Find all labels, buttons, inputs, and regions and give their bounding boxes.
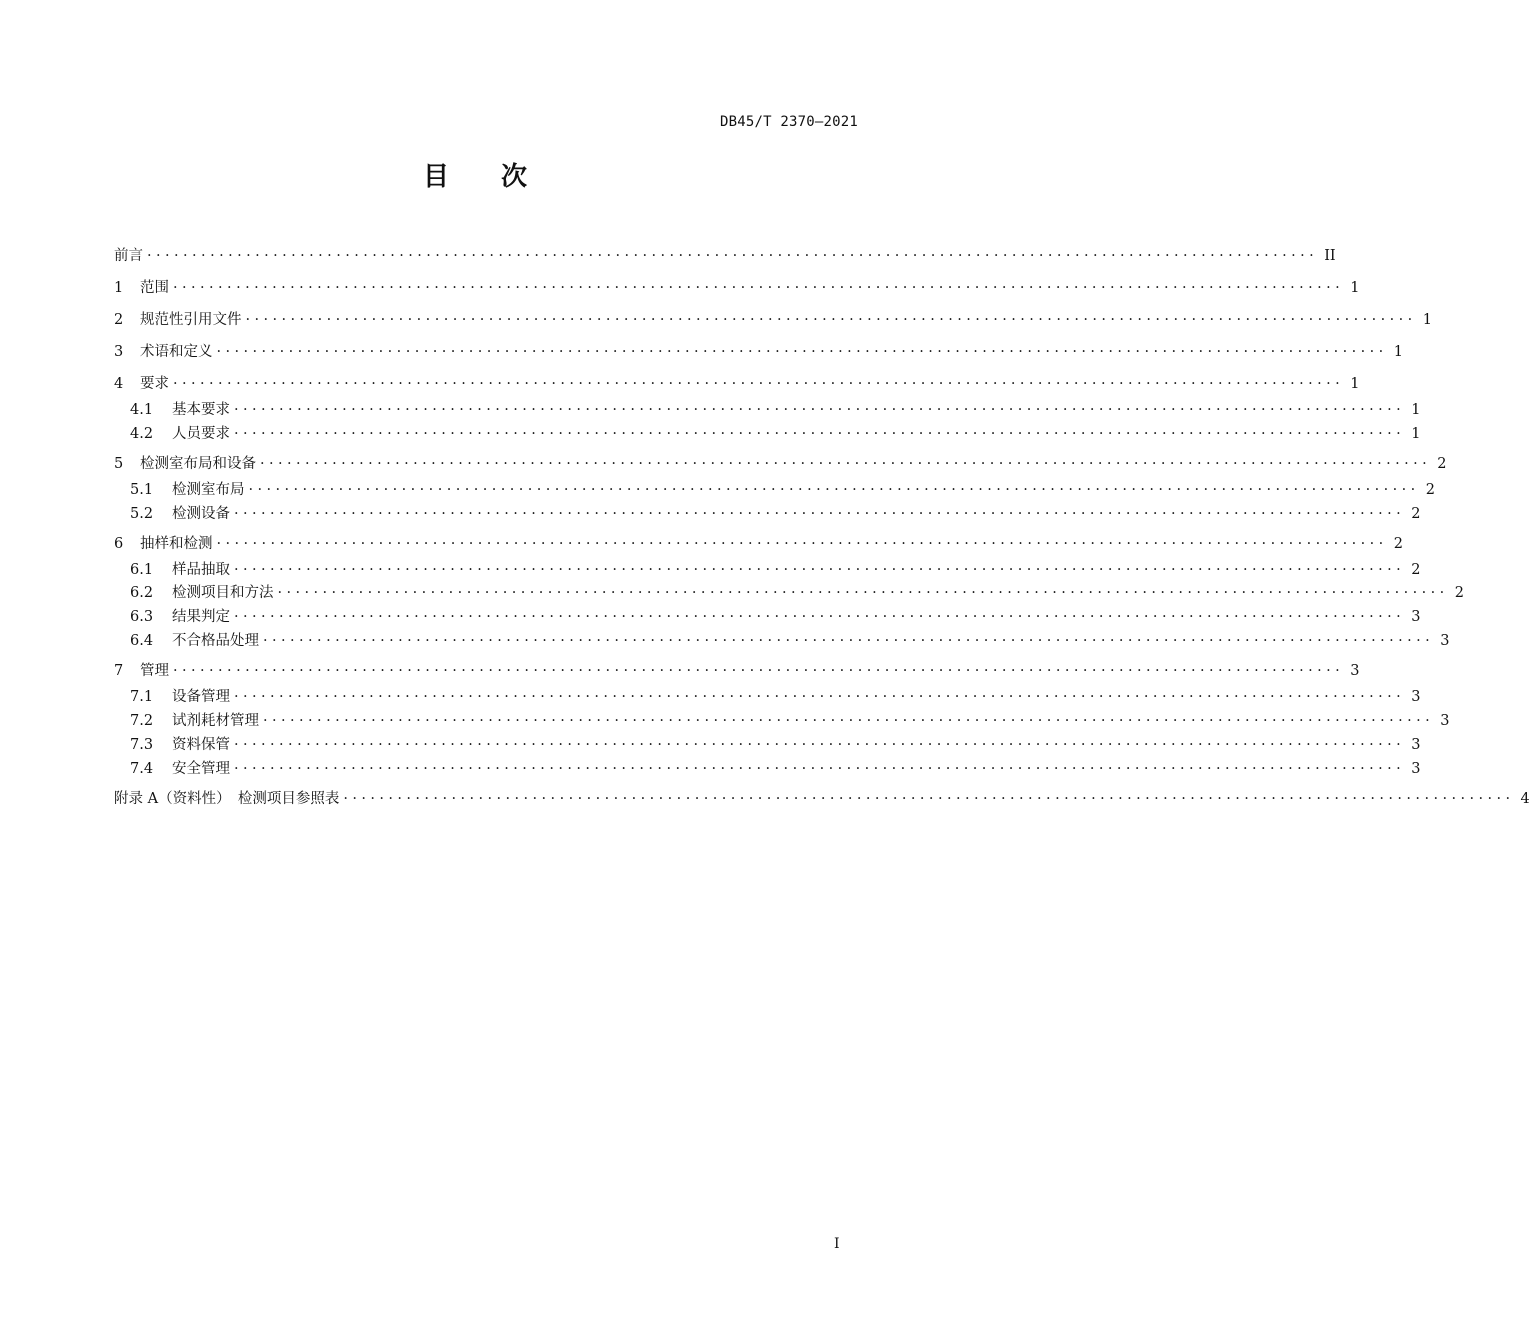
toc-entry-number: 2 xyxy=(114,312,124,328)
page-title: 目次 xyxy=(422,162,579,192)
toc-entry-label: 试剂耗材管理 xyxy=(172,713,259,729)
toc-entry-number: 7.1 xyxy=(130,689,154,705)
toc-entry-number: 5.2 xyxy=(130,506,154,522)
dot-leader: ·································································································································· xyxy=(234,761,1406,777)
toc-entry-number: 7.3 xyxy=(130,737,154,753)
toc-entry-number: 4 xyxy=(114,376,124,392)
toc-entry-label: 样品抽取 xyxy=(172,562,230,578)
toc-entry-number: 7.4 xyxy=(130,761,154,777)
toc-entry-page: 1 xyxy=(1350,280,1360,296)
toc-entry-page: 2 xyxy=(1411,506,1421,522)
toc-entry-1[interactable] xyxy=(114,278,1360,298)
dot-leader: ·································································································································· xyxy=(234,689,1406,705)
toc-entry-5-1[interactable] xyxy=(130,480,1435,500)
toc-entry-number: 6 xyxy=(114,536,124,552)
toc-entry-label: 抽样和检测 xyxy=(140,536,213,552)
toc-entry-number: 5.1 xyxy=(130,482,154,498)
dot-leader: ·································································································································· xyxy=(260,456,1432,472)
toc-entry-6-1[interactable] xyxy=(130,560,1421,580)
toc-entry-page: 1 xyxy=(1393,344,1403,360)
toc-entry-label: 管理 xyxy=(140,663,169,679)
toc-entry-page: 1 xyxy=(1411,426,1421,442)
toc-entry-page: 3 xyxy=(1411,761,1421,777)
toc-entry-label: 人员要求 xyxy=(172,426,230,442)
toc-entry-page: 4 xyxy=(1520,791,1530,807)
dot-leader: ·································································································································· xyxy=(234,562,1406,578)
dot-leader: ·································································································································· xyxy=(173,663,1345,679)
toc-entry-6-4[interactable] xyxy=(130,631,1450,651)
toc-entry-label: 检测设备 xyxy=(172,506,230,522)
toc-entry-label: 资料保管 xyxy=(172,737,230,753)
toc-entry-4-1[interactable] xyxy=(130,400,1421,420)
dot-leader: ·································································································································· xyxy=(234,402,1406,418)
toc-entry-number: 6.3 xyxy=(130,609,154,625)
toc-entry-5[interactable] xyxy=(114,454,1447,474)
toc-entry-number: 4.2 xyxy=(130,426,154,442)
toc-entry-page: 2 xyxy=(1411,562,1421,578)
toc-entry-page: II xyxy=(1324,248,1336,264)
dot-leader: ·································································································································· xyxy=(263,713,1435,729)
page-number: I xyxy=(834,1236,840,1252)
toc-entry-7-4[interactable] xyxy=(130,759,1421,779)
toc-entry-label: 设备管理 xyxy=(172,689,230,705)
toc-entry-label: 术语和定义 xyxy=(140,344,213,360)
toc-entry-label: 检测项目和方法 xyxy=(172,585,274,601)
dot-leader: ·································································································································· xyxy=(216,344,1388,360)
toc-entry-label: 要求 xyxy=(140,376,169,392)
toc-entry-label: 结果判定 xyxy=(172,609,230,625)
toc-entry-page: 2 xyxy=(1437,456,1447,472)
toc-entry-5-2[interactable] xyxy=(130,504,1421,524)
toc-entry-page: 3 xyxy=(1411,737,1421,753)
toc-entry-label: 不合格品处理 xyxy=(172,633,259,649)
toc-entry-4[interactable] xyxy=(114,374,1360,394)
dot-leader: ·································································································································· xyxy=(216,536,1388,552)
toc-entry-4-2[interactable] xyxy=(130,424,1421,444)
toc-entry-number: 4.1 xyxy=(130,402,154,418)
dot-leader: ·································································································································· xyxy=(248,482,1420,498)
document-code: DB45/T 2370—2021 xyxy=(719,114,858,130)
toc-entry-page: 3 xyxy=(1440,633,1450,649)
dot-leader: ·································································································································· xyxy=(234,737,1406,753)
toc-entry-number: 7.2 xyxy=(130,713,154,729)
toc-entry-label: 规范性引用文件 xyxy=(140,312,242,328)
toc-entry-page: 1 xyxy=(1411,402,1421,418)
dot-leader: ·································································································································· xyxy=(173,280,1345,296)
toc-entry-6-2[interactable] xyxy=(130,583,1464,603)
toc-entry-label: 检测室布局 xyxy=(172,482,245,498)
toc-entry-6-3[interactable] xyxy=(130,607,1421,627)
toc-entry-3[interactable] xyxy=(114,342,1403,362)
toc-entry-number: 1 xyxy=(114,280,124,296)
toc-entry-2[interactable] xyxy=(114,310,1432,330)
dot-leader: ·································································································································· xyxy=(234,506,1406,522)
toc-entry-7-1[interactable] xyxy=(130,687,1421,707)
toc-entry-number: 6.2 xyxy=(130,585,154,601)
toc-entry-page: 3 xyxy=(1411,609,1421,625)
dot-leader: ·································································································································· xyxy=(343,791,1515,807)
toc-entry-label: 安全管理 xyxy=(172,761,230,777)
toc-entry-page: 2 xyxy=(1454,585,1464,601)
toc-entry-label: 基本要求 xyxy=(172,402,230,418)
toc-entry-number: 6.1 xyxy=(130,562,154,578)
toc-entry-number: 5 xyxy=(114,456,124,472)
toc-entry-7[interactable] xyxy=(114,661,1360,681)
toc-entry-page: 3 xyxy=(1440,713,1450,729)
toc-entry-label: 检测室布局和设备 xyxy=(140,456,256,472)
toc-entry-number: 3 xyxy=(114,344,124,360)
dot-leader: ·································································································································· xyxy=(234,609,1406,625)
toc-entry-7-3[interactable] xyxy=(130,735,1421,755)
toc-entry-page: 3 xyxy=(1350,663,1360,679)
toc-entry-label: 前言 xyxy=(114,248,143,264)
toc-entry-6[interactable] xyxy=(114,534,1403,554)
toc-entry-page: 2 xyxy=(1393,536,1403,552)
dot-leader: ·································································································································· xyxy=(245,312,1417,328)
toc-entry-page: 2 xyxy=(1425,482,1435,498)
dot-leader: ·································································································································· xyxy=(263,633,1435,649)
toc-entry-number: 7 xyxy=(114,663,124,679)
toc-entry-page: 1 xyxy=(1422,312,1432,328)
toc-entry-foreword[interactable] xyxy=(114,246,1336,266)
toc-entry-number: 6.4 xyxy=(130,633,154,649)
toc-entry-7-2[interactable] xyxy=(130,711,1450,731)
toc-entry-page: 3 xyxy=(1411,689,1421,705)
toc-entry-appendix-a[interactable] xyxy=(114,789,1530,809)
dot-leader: ·································································································································· xyxy=(173,376,1345,392)
toc-entry-label: 附录 A（资料性） 检测项目参照表 xyxy=(114,791,340,807)
toc-entry-label: 范围 xyxy=(140,280,169,296)
dot-leader: ·································································································································· xyxy=(234,426,1406,442)
toc-entry-page: 1 xyxy=(1350,376,1360,392)
dot-leader: ·································································································································· xyxy=(277,585,1449,601)
dot-leader: ·································································································································· xyxy=(147,248,1319,264)
